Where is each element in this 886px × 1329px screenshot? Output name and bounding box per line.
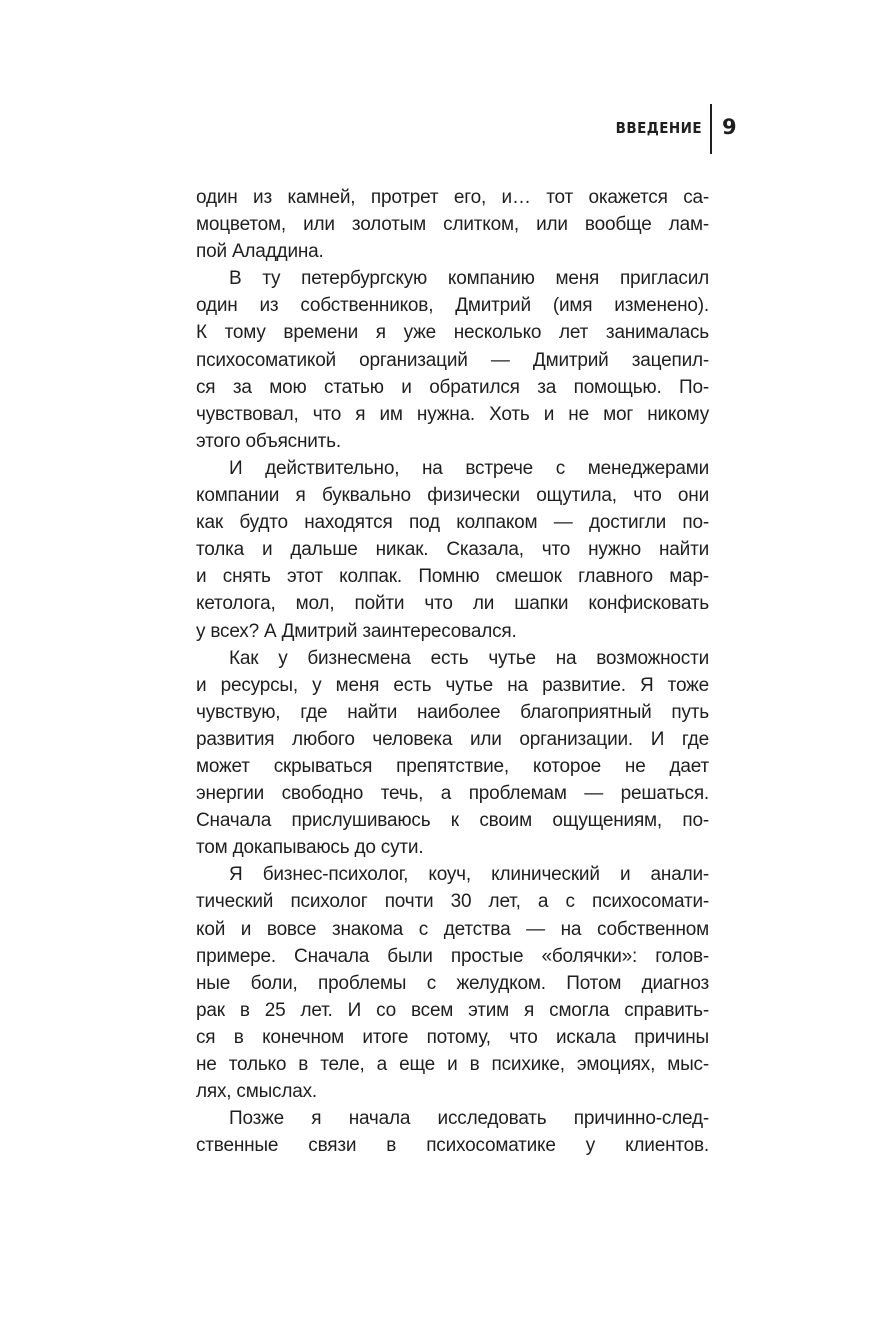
page-number: 9 <box>722 115 737 139</box>
text-line: Я бизнес-психолог, коуч, клинический и анали- <box>229 864 709 886</box>
text-line: моцветом, или золотым слитком, или вообще лам- <box>196 214 709 236</box>
text-line: кой и вовсе знакома с детства — на собственном <box>196 918 709 940</box>
text-line: у всех? А Дмитрий заинтересовался. <box>196 620 517 642</box>
text-line: Сначала прислушиваюсь к своим ощущениям, по- <box>196 810 709 832</box>
text-line: ственные связи в психосоматике у клиентов. <box>196 1135 709 1157</box>
text-line: пой Аладдина. <box>196 241 324 263</box>
text-line: ные боли, проблемы с желудком. Потом диагноз <box>196 972 709 994</box>
text-line: рак в 25 лет. И со всем этим я смогла справить- <box>196 999 709 1021</box>
text-line: Как у бизнесмена есть чутье на возможности <box>229 647 709 669</box>
text-line: как будто находятся под колпаком — достигли по- <box>196 512 709 534</box>
text-line: К тому времени я уже несколько лет занималась <box>196 322 709 344</box>
text-line: лях, смыслах. <box>196 1081 317 1103</box>
text-line: этого объяснить. <box>196 430 341 452</box>
text-line: В ту петербургскую компанию меня пригласил <box>229 268 709 290</box>
text-line: один из камней, протрет его, и… тот окажется са- <box>196 187 709 208</box>
text-line: ся за мою статью и обратился за помощью. По- <box>196 376 709 398</box>
text-line: ся в конечном итоге потому, что искала причины <box>196 1026 709 1048</box>
text-line: не только в теле, а еще и в психике, эмоциях, мыс- <box>196 1054 709 1075</box>
text-line: энергии свободно течь, а проблемам — решаться. <box>196 783 709 805</box>
paragraph <box>196 455 709 645</box>
text-line: компании я буквально физически ощутила, что они <box>196 485 709 507</box>
text-line: один из собственников, Дмитрий (имя изменено). <box>196 295 709 317</box>
paragraph <box>196 184 709 265</box>
text-line: толка и дальше никак. Сказала, что нужно найти <box>196 539 709 561</box>
text-line: И действительно, на встрече с менеджерами <box>229 457 709 479</box>
paragraph <box>196 1105 709 1159</box>
text-line: кетолога, мол, пойти что ли шапки конфисковать <box>196 593 709 615</box>
header-divider <box>710 104 712 154</box>
paragraph <box>196 645 709 862</box>
text-line: и ресурсы, у меня есть чутье на развитие. Я тоже <box>196 674 709 696</box>
text-line: том докапываюсь до сути. <box>196 837 424 859</box>
text-line: Позже я начала исследовать причинно-след- <box>229 1108 709 1130</box>
text-line: чувствовал, что я им нужна. Хоть и не мог никому <box>196 403 709 425</box>
running-head <box>600 104 760 154</box>
paragraph <box>196 265 709 455</box>
text-line: может скрываться препятствие, которое не дает <box>196 755 709 777</box>
body-text <box>196 184 709 1159</box>
text-line: чувствую, где найти наиболее благоприятный путь <box>196 701 709 723</box>
text-line: тический психолог почти 30 лет, а с психосомати- <box>196 891 709 913</box>
section-title: ВВЕДЕНИЕ <box>615 119 702 137</box>
text-line: развития любого человека или организации. И где <box>196 728 709 750</box>
text-line: примере. Сначала были простые «болячки»: голов- <box>196 945 709 967</box>
text-line: психосоматикой организаций — Дмитрий зацепил- <box>196 349 709 371</box>
paragraph <box>196 861 709 1105</box>
text-line: и снять этот колпак. Помню смешок главного мар- <box>196 566 709 588</box>
